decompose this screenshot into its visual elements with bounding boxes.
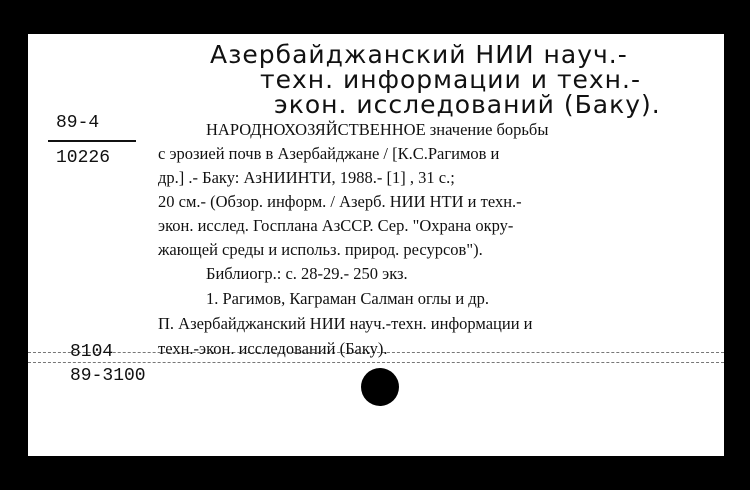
handwritten-heading-line-2: техн. информации и техн.- [260, 65, 641, 94]
description-line-9: П. Азербайджанский НИИ науч.-техн. информации и [158, 314, 533, 333]
card-punch-hole [361, 368, 399, 406]
handwritten-heading-line-3: экон. исследований (Баку). [274, 90, 661, 119]
description-line-4: 20 см.- (Обзор. информ. / Азерб. НИИ НТИ и техн.- [158, 192, 522, 211]
catalog-card [28, 34, 724, 456]
shelf-mark-divider [48, 140, 136, 142]
description-line-3: др.] .- Баку: АзНИИНТИ, 1988.- [1] , 31 с.; [158, 168, 455, 187]
shelf-mark-bottom: 10226 [56, 148, 111, 168]
handwritten-heading-line-1: Азербайджанский НИИ науч.- [210, 40, 628, 69]
description-line-7: Библиогр.: с. 28-29.- 250 экз. [206, 264, 408, 283]
description-line-1: НАРОДНОХОЗЯЙСТВЕННОЕ значение борьбы [206, 120, 549, 139]
shelf-mark-top: 89-4 [56, 113, 100, 133]
classification-code-2: 89-3100 [70, 366, 146, 386]
dashed-separator-2 [28, 362, 724, 363]
classification-code-1: 8104 [70, 342, 114, 362]
description-line-10: техн.-экон. исследований (Баку). [158, 339, 388, 358]
description-line-2: с эрозией почв в Азербайджане / [К.С.Рагимов и [158, 144, 500, 163]
description-line-5: экон. исслед. Госплана АзССР. Сер. "Охрана окру- [158, 216, 514, 235]
description-line-8: 1. Рагимов, Каграман Салман оглы и др. [206, 289, 490, 308]
description-line-6: жающей среды и использ. природ. ресурсов"). [158, 240, 483, 259]
